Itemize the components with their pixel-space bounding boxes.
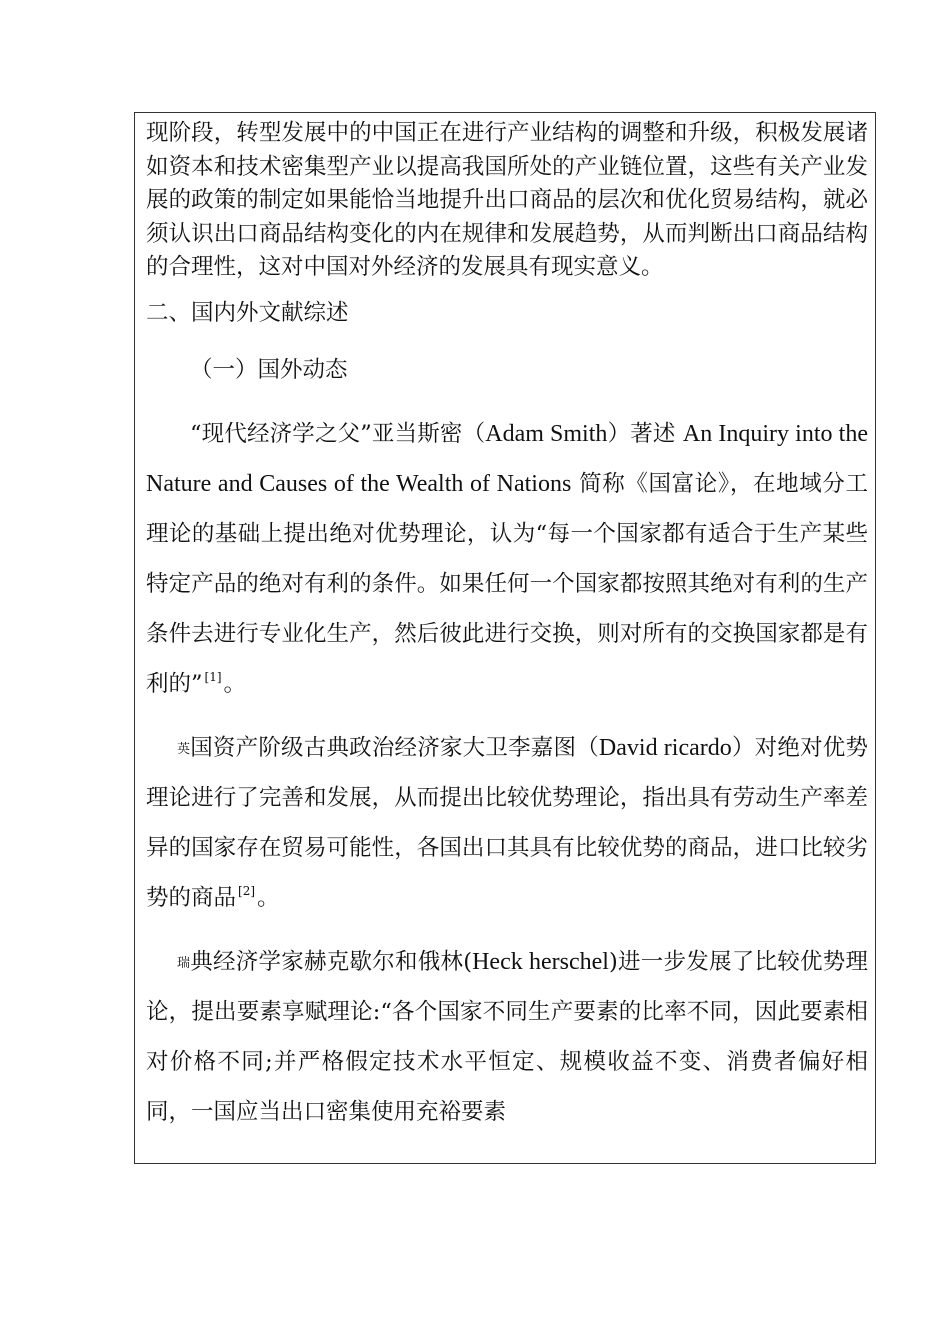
ricardo-lead-char: 英 [176,741,190,757]
heckscher-text-a: 典经济学家赫克歇尔和俄林( [190,948,473,975]
smith-book-title: An Inquiry into the Nature and Causes of the Wealth of Nations [146,420,868,497]
ricardo-text-a: 国资产阶级古典政治经济家大卫李嘉图（ [190,734,599,761]
citation-1: [1] [204,669,222,684]
document-table-cell [134,112,876,1164]
section-heading: 二、国内外文献综述 [146,299,349,326]
heckscher-text-b: )进一步发展了比较优势理论，提出要素享赋理论:“各个国家不同生产要素的比率不同，因此要素相对价格不同;并严格假定技术水平恒定、规模收益不变、消费者偏好相同，一国应当出口密集使用充裕要素 [146,948,869,1125]
paragraph-adam-smith [146,409,868,709]
smith-text-b: ）著述 [607,420,676,447]
paragraph-heckscher-ohlin [146,937,868,1137]
smith-text-a: “现代经济学之父”亚当斯密（ [190,420,486,447]
ricardo-ending: 。 [257,884,280,911]
citation-2: [2] [238,883,256,898]
heckscher-name-latin: Heck herschel [472,948,609,975]
intro-paragraph: 现阶段，转型发展中的中国正在进行产业结构的调整和升级，积极发展诸如资本和技术密集型产业以提高我国所处的产业链位置，这些有关产业发展的政策的制定如果能恰当地提升出口商品的层次和优化贸易结构，就必须认识出口商品结构变化的内在规律和发展趋势，从而判断出口商品结构的合理性，这对中国对外经济的发展具有现实意义。 [146,120,868,280]
cell-content [146,113,868,1137]
smith-name-latin: Adam Smith [485,420,608,447]
paragraph-ricardo [146,723,868,923]
heckscher-lead-char: 瑞 [176,955,190,971]
subsection-heading: （一）国外动态 [190,356,348,383]
ricardo-text-b: ）对绝对优势理论进行了完善和发展，从而提出比较优势理论，指出具有劳动生产率差异的国家存在贸易可能性，各国出口其具有比较优势的商品，进口比较劣势的商品 [146,734,868,911]
smith-text-c: 简称《国富论》，在地域分工理论的基础上提出绝对优势理论，认为“每一个国家都有适合于生产某些特定产品的绝对有利的条件。如果任何一个国家都按照其绝对有利的生产条件去进行专业化生产，然后彼此进行交换，则对所有的交换国家都是有利的” [146,470,869,697]
smith-ending: 。 [223,670,247,697]
ricardo-name-latin: David ricardo [598,734,732,761]
